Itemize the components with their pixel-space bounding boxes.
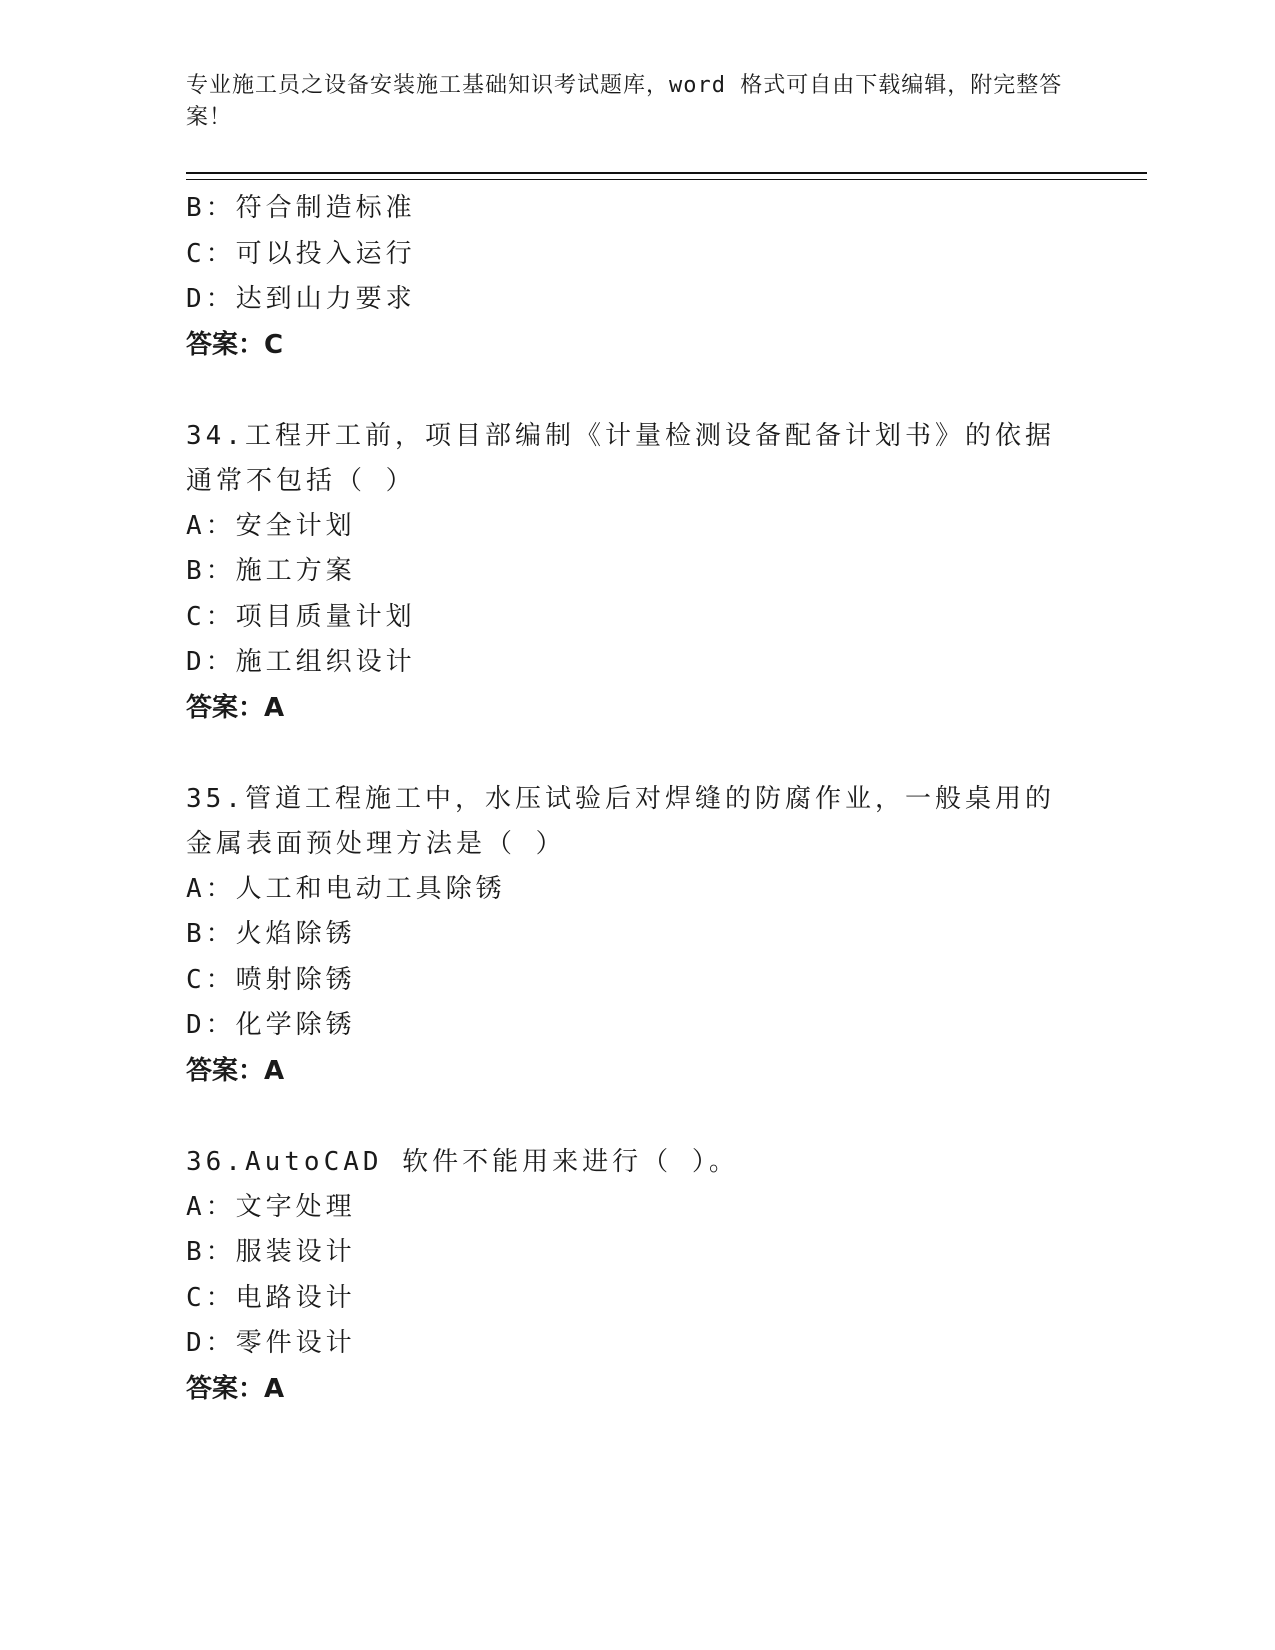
option-b: B：服装设计 xyxy=(186,1237,356,1267)
option-c: C：项目质量计划 xyxy=(186,601,416,632)
option-d: D：零件设计 xyxy=(186,1328,356,1358)
answer: 答案：A xyxy=(186,692,285,723)
option-b: B：符合制造标准 xyxy=(186,193,416,223)
option-c: C：可以投入运行 xyxy=(186,238,416,269)
header-divider xyxy=(186,172,1147,180)
question-stem: 36.AutoCAD 软件不能用来进行（ ）。 xyxy=(186,1146,739,1177)
answer: 答案：C xyxy=(186,329,284,360)
answer: 答案：A xyxy=(186,1373,285,1404)
document-page xyxy=(186,70,1146,1412)
option-b: B：施工方案 xyxy=(186,556,356,586)
option-c: C：电路设计 xyxy=(186,1282,356,1313)
question-34 xyxy=(186,414,1146,731)
question-35 xyxy=(186,777,1146,1094)
answer: 答案：A xyxy=(186,1055,285,1086)
question-stem: 34.工程开工前，项目部编制《计量检测设备配备计划书》的依据通常不包括（ ） xyxy=(186,420,1055,496)
question-stem: 35.管道工程施工中，水压试验后对焊缝的防腐作业，一般桌用的金属表面预处理方法是（ ） xyxy=(186,783,1055,859)
option-c: C：喷射除锈 xyxy=(186,964,356,995)
option-d: D：化学除锈 xyxy=(186,1010,356,1040)
question-36 xyxy=(186,1140,1146,1412)
option-d: D：达到山力要求 xyxy=(186,284,416,314)
option-a: A：人工和电动工具除锈 xyxy=(186,873,506,904)
option-a: A：文字处理 xyxy=(186,1191,356,1222)
option-b: B：火焰除锈 xyxy=(186,919,356,949)
option-a: A：安全计划 xyxy=(186,510,356,541)
option-d: D：施工组织设计 xyxy=(186,647,416,677)
document-header: 专业施工员之设备安装施工基础知识考试题库，word 格式可自由下载编辑，附完整答案！ xyxy=(186,73,1063,130)
continued-question xyxy=(186,186,1146,368)
